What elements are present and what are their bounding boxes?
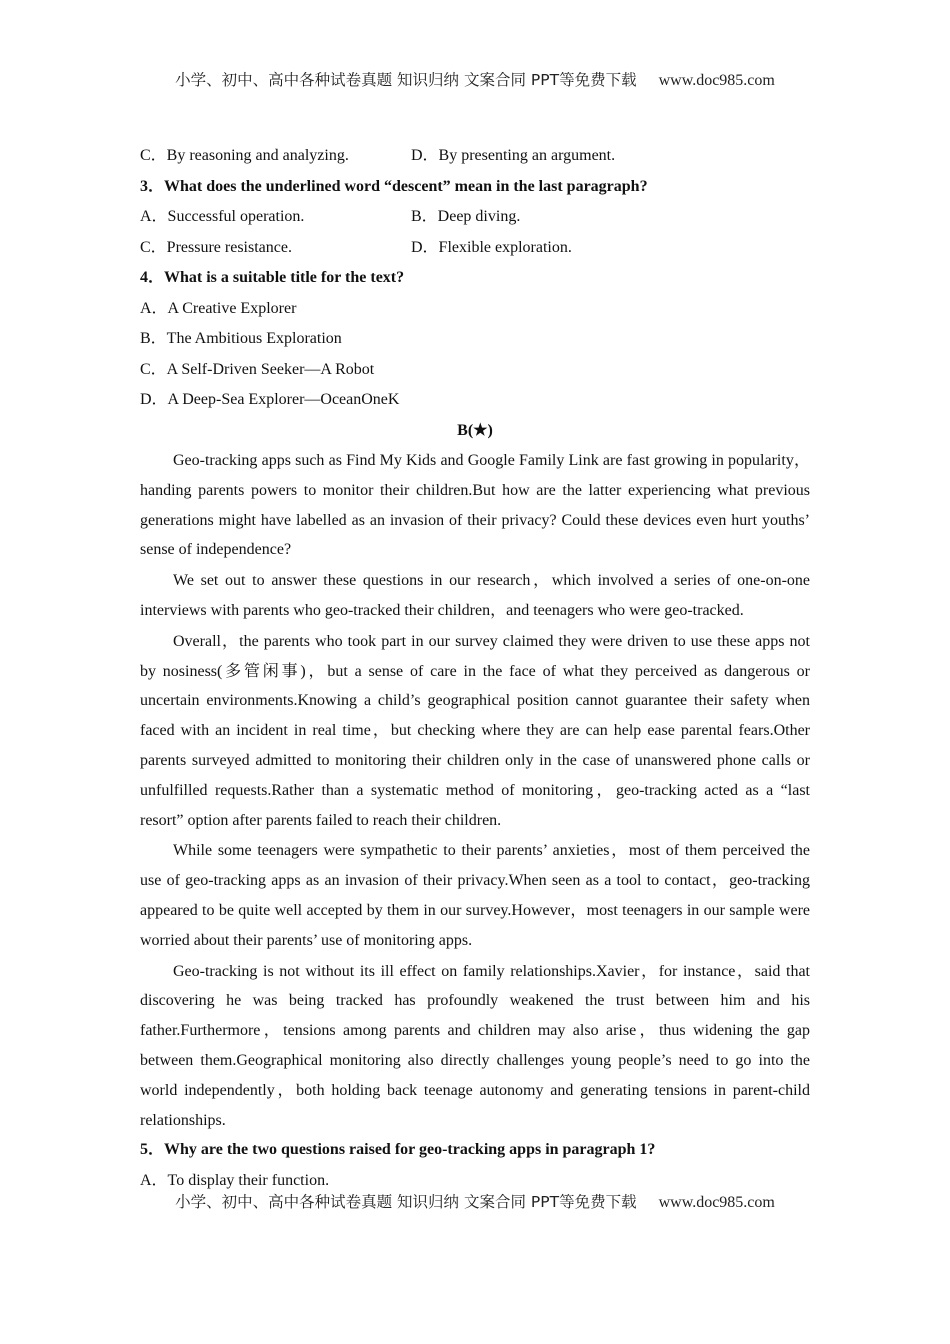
section-b-title: B(★) (457, 421, 493, 439)
passage-paragraph-4: While some teenagers were sympathetic to their parents’ anxieties，most of them perceived the use of geo-tracking apps as an invasion of their privacy.When seen as a tool to contact，geo-tracking appeared to be quite well accepted by them in our survey.However，most teenagers in our sample were worried about their parents’ use of monitoring apps. (140, 842, 810, 949)
q3-stem: 3．What does the underlined word “descent” mean in the last paragraph? (140, 177, 648, 195)
q4-option-d: D．A Deep-Sea Explorer—OceanOneK (140, 391, 400, 408)
passage-paragraph-1: Geo-tracking apps such as Find My Kids and Google Family Link are fast growing in popularity，handing parents powers to monitor their children.But how are the latter experiencing what previous generations might have labelled as an invasion of their privacy? Could these devices even hurt youths’ sense of independence? (140, 452, 810, 559)
page-footer (0, 1190, 950, 1212)
q3-options-cd (140, 233, 810, 264)
q5-stem: 5．Why are the two questions raised for geo-tracking apps in paragraph 1? (140, 1141, 656, 1159)
header-url[interactable]: www.doc985.com (658, 72, 775, 89)
footer-text: 小学、初中、高中各种试卷真题 知识归纳 文案合同 PPT等免费下载 (175, 1193, 637, 1211)
passage-paragraph-5: Geo-tracking is not without its ill effect on family relationships.Xavier，for instance，said that discovering he was being tracked has profoundly weakened the trust between him and his father.Furthermore，tensions among parents and children may also arise，thus widening the gap between them.Geographical monitoring also directly challenges young people’s need to go into the world independently，both holding back teenage autonomy and generating tensions in parent-child relationships. (140, 962, 811, 1129)
q4-stem: 4．What is a suitable title for the text? (140, 269, 405, 286)
passage-paragraph-2: We set out to answer these questions in our research，which involved a series of one-on-one interviews with parents who geo-tracked their children，and teenagers who were geo-tracked. (140, 572, 810, 619)
q4-option-c: C．A Self-Driven Seeker—A Robot (140, 360, 375, 378)
exam-content (140, 141, 810, 1196)
q2-option-d: D．By presenting an argument. (411, 147, 616, 164)
footer-url[interactable]: www.doc985.com (658, 1194, 775, 1211)
page-header (0, 68, 950, 90)
q3-option-d: D．Flexible exploration. (411, 238, 572, 256)
passage-paragraph-3: Overall，the parents who took part in our survey claimed they were driven to use these apps not by nosiness(多管闲事)，but a sense of care in the face of what they perceived as dangerous or uncertain environments.Knowing a child’s geographical position cannot guarantee their safety when faced with an incident in real time，but checking where they are can help ease parental fears.Other parents surveyed admitted to monitoring their children only in the case of unanswered phone calls or unfulfilled requests.Rather than a systematic method of monitoring，geo-tracking acted as a “last resort” option after parents failed to reach their children. (140, 632, 810, 829)
q2-options-cd (140, 141, 810, 172)
q3-option-b: B．Deep diving. (411, 208, 521, 225)
q4-option-a: A．A Creative Explorer (140, 299, 297, 317)
q2-option-c: C．By reasoning and analyzing. (140, 147, 349, 164)
q5-option-a: A．To display their function. (140, 1171, 330, 1189)
q3-options-ab (140, 202, 810, 233)
q4-option-b: B．The Ambitious Exploration (140, 330, 342, 347)
q3-option-a: A．Successful operation. (140, 208, 305, 225)
header-text: 小学、初中、高中各种试卷真题 知识归纳 文案合同 PPT等免费下载 (175, 71, 637, 89)
q3-option-c: C．Pressure resistance. (140, 238, 292, 256)
